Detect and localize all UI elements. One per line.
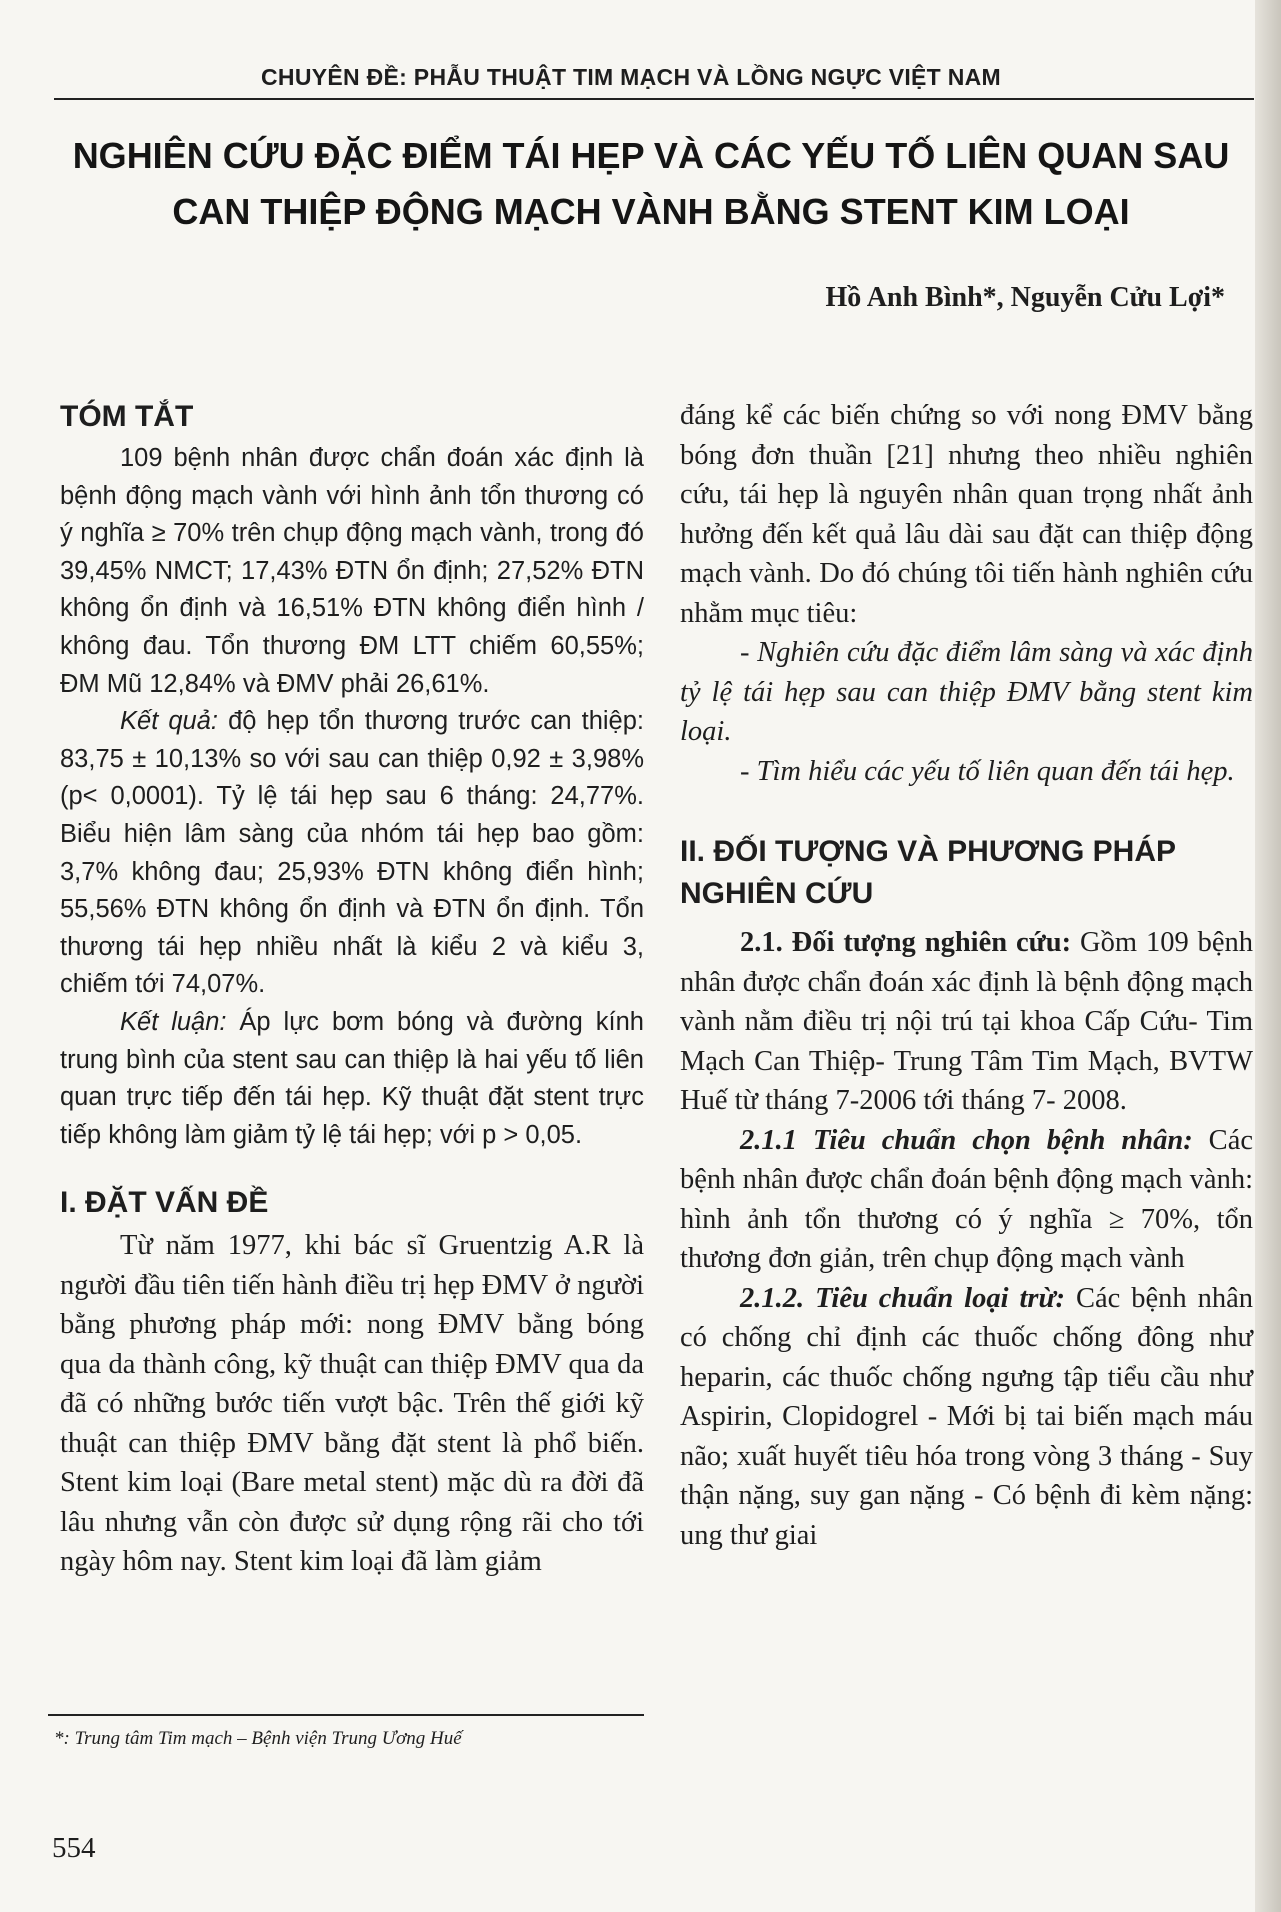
objective-1: - Nghiên cứu đặc điểm lâm sàng và xác định tỷ lệ tái hẹp sau can thiệp ĐMV bằng stent kim loại. (680, 637, 1253, 747)
page-number: 554 (52, 1832, 96, 1864)
results-text: độ hẹp tổn thương trước can thiệp: 83,75 ± 10,13% so với sau can thiệp 0,92 ± 3,98% (p< 0,0001). Tỷ lệ tái hẹp sau 6 tháng: 24,77%. Biểu hiện lâm sàng của nhóm tái hẹp bao gồm: 3,7% không đau; 25,93% ĐTN không điển hình; 55,56% ĐTN không ổn định và ĐTN ổn định. Tổn thương tái hẹp nhiều nhất là kiểu 2 và kiểu 3, chiếm tới 74,07%. (60, 707, 644, 999)
title-line-1: NGHIÊN CỨU ĐẶC ĐIỂM TÁI HẸP VÀ CÁC YẾU TỐ LIÊN QUAN SAU (72, 135, 1230, 176)
subsection-2-1-text: Gồm 109 bệnh nhân được chẩn đoán xác định là bệnh động mạch vành nằm điều trị nội trú tại khoa Cấp Cứu- Tim Mạch Can Thiệp- Trung Tâm Tim Mạch, BVTW Huế từ tháng 7-2006 tới tháng 7- 2008. (680, 927, 1254, 1116)
header-rule (54, 98, 1254, 100)
subsection-2-1-1-label: 2.1.1 Tiêu chuẩn chọn bệnh nhân: (740, 1124, 1193, 1156)
footnote: *: Trung tâm Tim mạch – Bệnh viện Trung Ương Huế (54, 1728, 462, 1749)
subsection-2-1-2 (680, 1279, 1253, 1556)
running-header: CHUYÊN ĐỀ: PHẪU THUẬT TIM MẠCH VÀ LỒNG NGỰC VIỆT NAM (261, 64, 1001, 90)
subsection-2-1 (680, 923, 1253, 1121)
abstract-paragraph: 109 bệnh nhân được chẩn đoán xác định là bệnh động mạch vành với hình ảnh tổn thương có ý nghĩa ≥ 70% trên chụp động mạch vành, trong đó 39,45% NMCT; 17,43% ĐTN ổn định; 27,52% ĐTN không ổn định và 16,51% ĐTN không điển hình / không đau. Tổn thương ĐM LTT chiếm 60,55%; ĐM Mũ 12,84% và ĐMV phải 26,61%. (60, 444, 644, 698)
title-line-2: CAN THIỆP ĐỘNG MẠCH VÀNH BẰNG STENT KIM LOẠI (172, 191, 1130, 232)
conclusion-text: Áp lực bơm bóng và đường kính trung bình của stent sau can thiệp là hai yếu tố liên quan trực tiếp đến tái hẹp. Kỹ thuật đặt stent trực tiếp không làm giảm tỷ lệ tái hẹp; với p > 0,05. (60, 1007, 644, 1149)
intro-continuation: đáng kể các biến chứng so với nong ĐMV bằng bóng đơn thuần [21] nhưng theo nhiều nghiên cứu, tái hẹp là nguyên nhân quan trọng nhất ảnh hưởng đến kết quả lâu dài sau đặt can thiệp động mạch vành. Do đó chúng tôi tiến hành nghiên cứu nhằm mục tiêu: (680, 400, 1253, 629)
right-column (680, 396, 1253, 1555)
page-edge-shadow (1255, 0, 1281, 1912)
section-1-paragraph: Từ năm 1977, khi bác sĩ Gruentzig A.R là người đầu tiên tiến hành điều trị hẹp ĐMV ở người bằng phương pháp mới: nong ĐMV bằng bóng qua da thành công, kỹ thuật can thiệp ĐMV qua da đã có những bước tiến vượt bậc. Trên thế giới kỹ thuật can thiệp ĐMV bằng đặt stent là phổ biến. Stent kim loại (Bare metal stent) mặc dù ra đời đã lâu nhưng vẫn còn được sử dụng rộng rãi cho tới ngày hôm nay. Stent kim loại đã làm giảm (60, 1230, 644, 1578)
abstract-heading: TÓM TẮT (60, 400, 194, 433)
article-title (40, 128, 1262, 240)
conclusion-label: Kết luận: (120, 1007, 227, 1036)
authors: Hồ Anh Bình*, Nguyễn Cửu Lợi* (825, 282, 1225, 313)
subsection-2-1-1 (680, 1121, 1253, 1279)
left-column (60, 398, 644, 1582)
results-label: Kết quả: (120, 707, 218, 736)
section-1-heading: I. ĐẶT VẤN ĐỀ (60, 1186, 269, 1220)
abstract-results (60, 703, 644, 1004)
section-2-heading: II. ĐỐI TƯỢNG VÀ PHƯƠNG PHÁP NGHIÊN CỨU (680, 835, 1176, 910)
subsection-2-1-label: 2.1. Đối tượng nghiên cứu: (740, 927, 1072, 958)
subsection-2-1-2-text: Các bệnh nhân có chống chỉ định các thuốc chống đông như heparin, các thuốc chống ngưng tập tiểu cầu như Aspirin, Clopidogrel - Mới bị tai biến mạch máu não; xuất huyết tiêu hóa trong vòng 3 tháng - Suy thận nặng, suy gan nặng - Có bệnh đi kèm nặng: ung thư giai (680, 1282, 1253, 1551)
subsection-2-1-1-text: Các bệnh nhân được chẩn đoán bệnh động mạch vành: hình ảnh tổn thương có ý nghĩa ≥ 70%, tổn thương đơn giản, trên chụp động mạch vành (680, 1124, 1253, 1274)
subsection-2-1-2-label: 2.1.2. Tiêu chuẩn loại trừ: (740, 1282, 1066, 1314)
footnote-rule (48, 1714, 644, 1716)
objective-2: - Tìm hiểu các yếu tố liên quan đến tái hẹp. (740, 755, 1235, 787)
abstract-conclusion (60, 1004, 644, 1154)
